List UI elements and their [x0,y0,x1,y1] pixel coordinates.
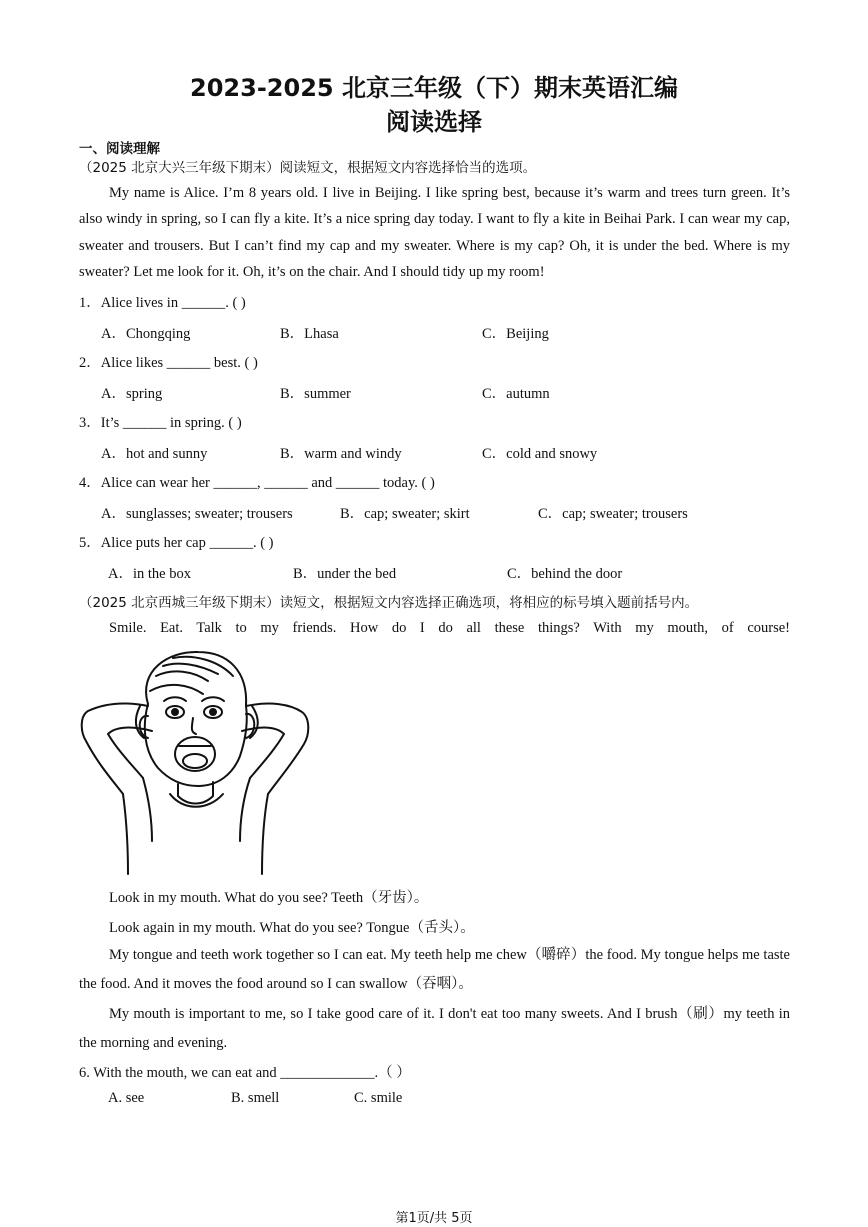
q2-option-a: A．spring [101,386,163,402]
q6-option-a: A. see [108,1090,145,1106]
q5-option-c: C．behind the door [507,566,623,582]
passage-2-line-1: Smile. Eat. Talk to my friends. How do I do all these things? With my mouth, of course! [109,620,790,636]
page-subtitle: 阅读选择 [386,108,482,136]
q4-option-a: A．sunglasses; sweater; trousers [101,506,293,522]
question-3: 3．It’s ______ in spring. ( ) [79,415,242,431]
q1-option-c: C．Beijing [482,326,549,342]
question-6: 6. With the mouth, we can eat and _____________.（ ） [79,1065,411,1081]
q5-option-b: B．under the bed [293,566,397,582]
q1-option-b: B．Lhasa [280,326,339,342]
q4-option-b: B．cap; sweater; skirt [340,506,470,522]
q3-option-c: C．cold and snowy [482,446,598,462]
section-heading: 一、阅读理解 [79,141,160,157]
page-number: 第1页/共 5页 [395,1211,473,1226]
q6-option-c: C. smile [354,1090,403,1106]
question-1: 1．Alice lives in ______. ( ) [79,295,246,311]
q1-option-a: A．Chongqing [101,326,191,342]
question-5: 5．Alice puts her cap ______. ( ) [79,535,274,551]
q3-option-a: A．hot and sunny [101,446,208,462]
question-4: 4．Alice can wear her ______, ______ and ______ today. ( ) [79,475,435,491]
passage-2-p2: Look in my mouth. What do you see? Teeth（牙齿）。 [109,890,429,906]
page-title: 2023-2025 北京三年级（下）期末英语汇编 [190,74,678,102]
child-open-mouth-illustration [78,646,310,876]
q2-option-b: B．summer [280,386,351,402]
passage-2-p4: My tongue and teeth work together so I can eat. My teeth help me chew（嚼碎）the food. My tongue helps me taste the food. And it moves the food around so I can swallow（吞咽）。 [79,947,790,992]
q4-option-c: C．cap; sweater; trousers [538,506,688,522]
passage-1: My name is Alice. I’m 8 years old. I live in Beijing. I like spring best, because it’s warm and trees turn green. It’s also windy in spring, so I can fly a kite. It’s a nice spring day today. I want to fly a kite in Beihai Park. I can wear my cap, sweater and trousers. But I can’t find my cap and my sweater. Where is my cap? Oh, it is under the bed. Where is my sweater? Let me look for it. Oh, it’s on the chair. And I should tidy up my room! [79,185,790,280]
q2-option-c: C．autumn [482,386,550,402]
source-note-1: （2025 北京大兴三年级下期末）阅读短文，根据短文内容选择恰当的选项。 [79,160,537,176]
q3-option-b: B．warm and windy [280,446,402,462]
source-note-2: （2025 北京西城三年级下期末）读短文，根据短文内容选择正确选项，将相应的标号填入题前括号内。 [79,595,699,611]
question-2: 2．Alice likes ______ best. ( ) [79,355,258,371]
passage-2-p3: Look again in my mouth. What do you see? Tongue（舌头）。 [109,920,475,936]
passage-2-p5: My mouth is important to me, so I take good care of it. I don't eat too many sweets. And I brush（刷）my teeth in the morning and evening. [79,1006,790,1051]
q5-option-a: A．in the box [108,566,191,582]
q6-option-b: B. smell [231,1090,280,1106]
